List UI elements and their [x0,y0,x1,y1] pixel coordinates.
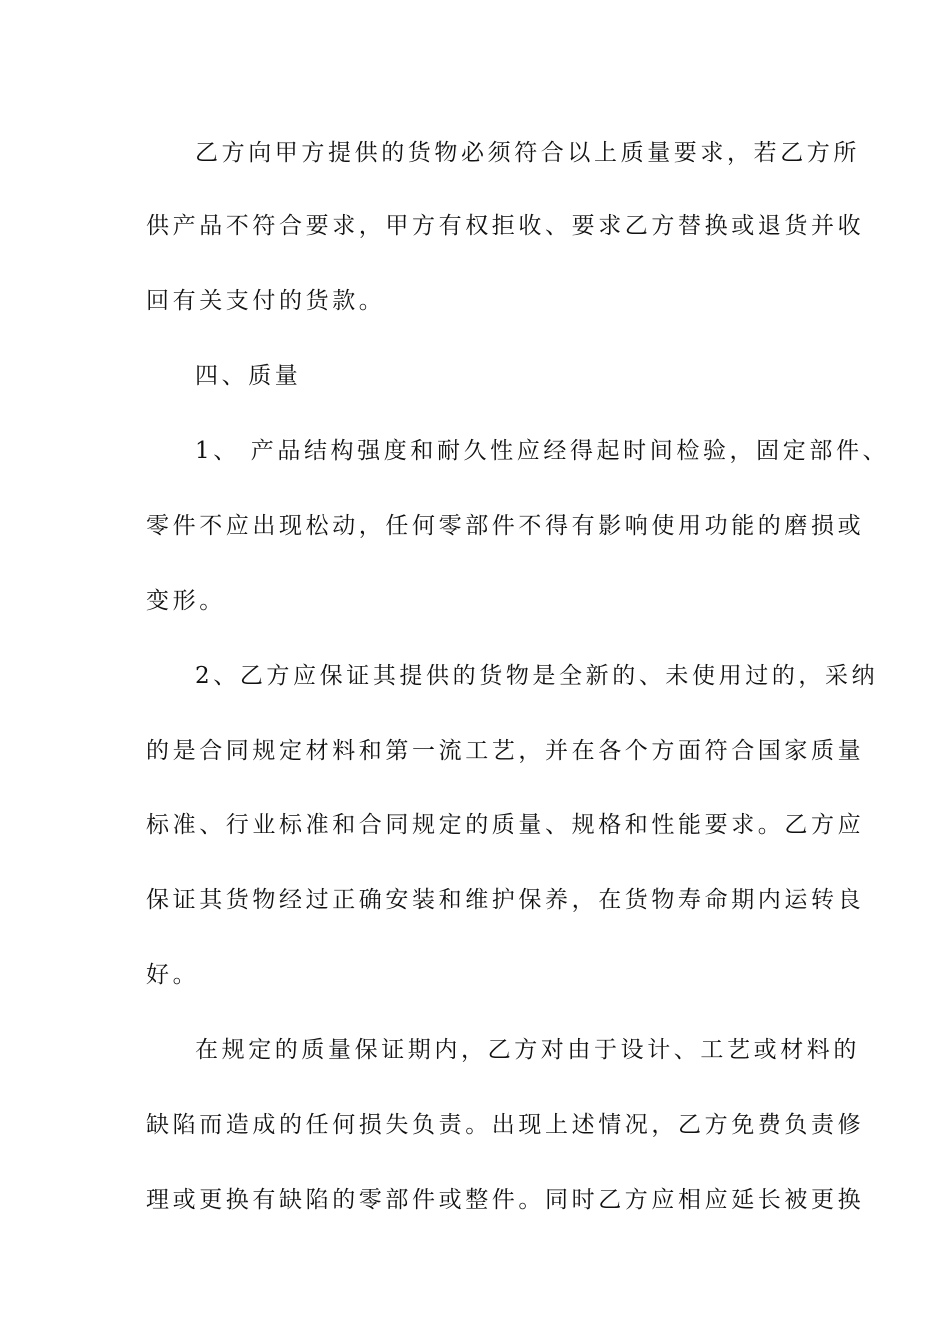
paragraph-line: 保证其货物经过正确安装和维护保养，在货物寿命期内运转良 [146,887,865,913]
paragraph-line: 缺陷而造成的任何损失负责。出现上述情况，乙方免费负责修 [146,1112,865,1138]
paragraph-line: 供产品不符合要求，甲方有权拒收、要求乙方替换或退货并收 [146,213,865,239]
section-heading: 四、质量 [195,363,302,389]
paragraph-line: 理或更换有缺陷的零部件或整件。同时乙方应相应延长被更换 [146,1187,865,1213]
paragraph-line: 的是合同规定材料和第一流工艺，并在各个方面符合国家质量 [146,738,865,764]
paragraph-line: 1、 产品结构强度和耐久性应经得起时间检验，固定部件、 [195,438,890,464]
paragraph-line: 回有关支付的货款。 [146,288,386,314]
paragraph-line: 在规定的质量保证期内，乙方对由于设计、工艺或材料的 [195,1037,860,1063]
paragraph-line: 乙方向甲方提供的货物必须符合以上质量要求，若乙方所 [195,140,860,166]
paragraph-line: 变形。 [146,588,226,614]
paragraph-line: 标准、行业标准和合同规定的质量、规格和性能要求。乙方应 [146,812,865,838]
paragraph-line: 2、乙方应保证其提供的货物是全新的、未使用过的，采纳 [195,663,879,689]
paragraph-line: 好。 [146,962,200,988]
paragraph-line: 零件不应出现松动，任何零部件不得有影响使用功能的磨损或 [146,513,865,539]
